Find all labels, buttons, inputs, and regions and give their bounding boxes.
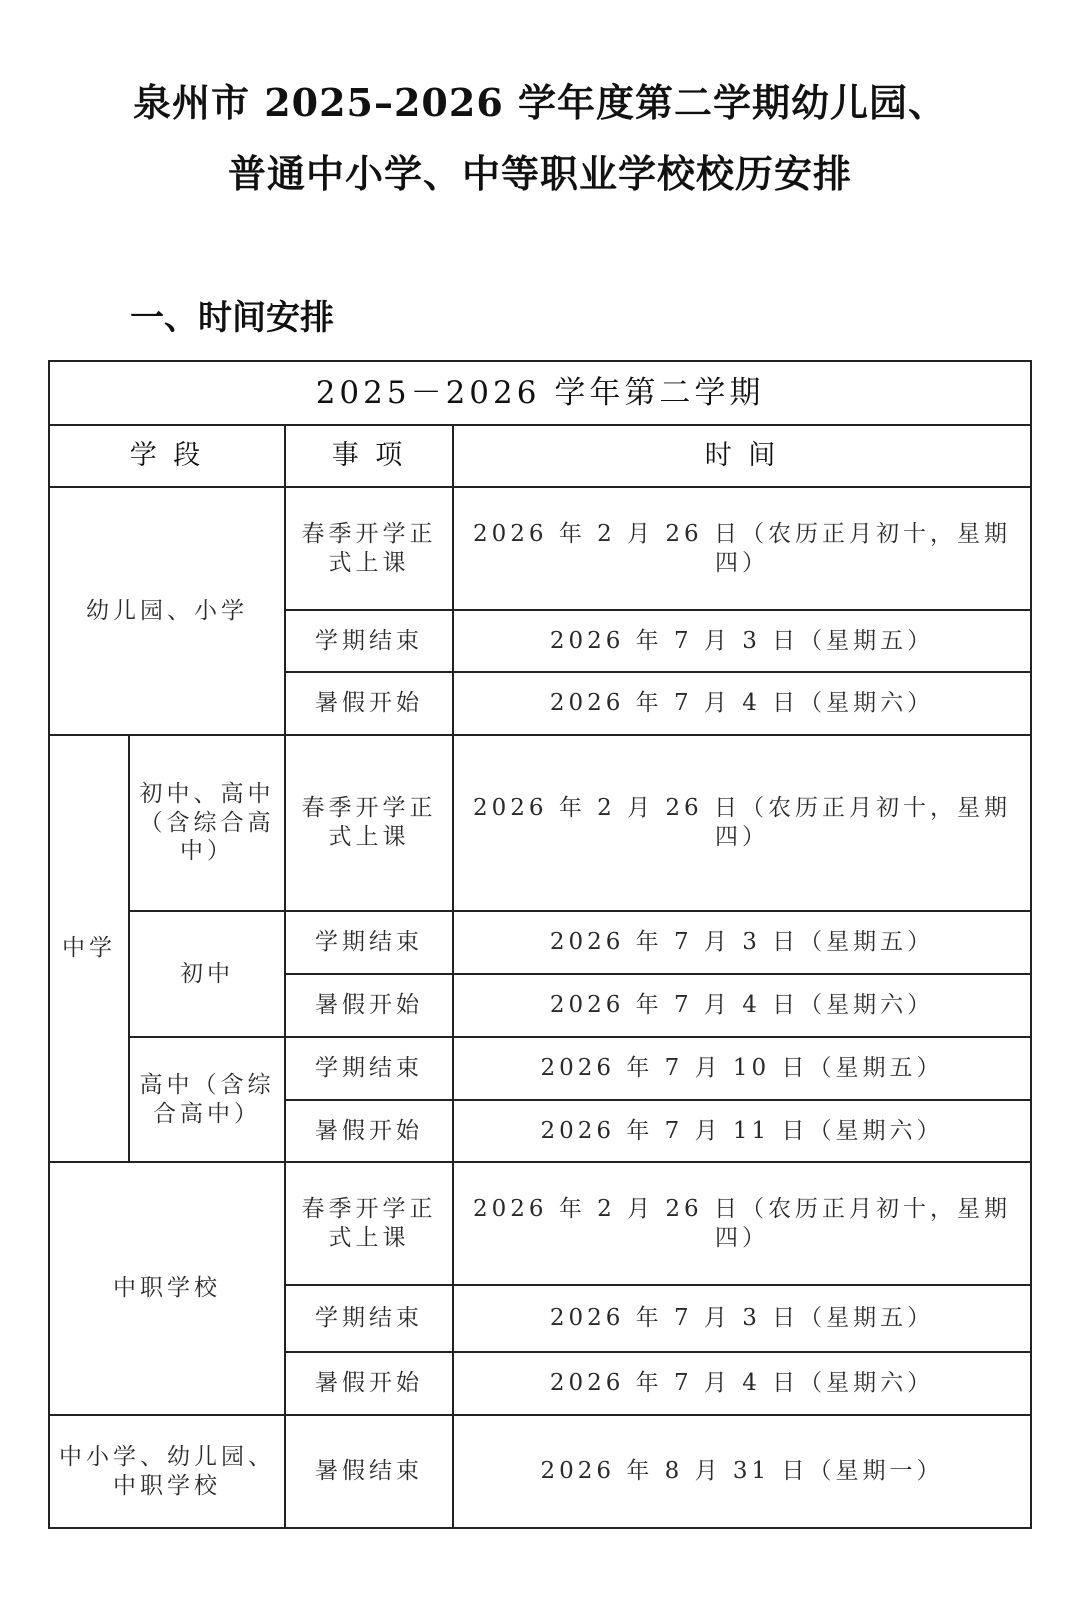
item-cell: 春季开学正式上课 — [285, 735, 453, 911]
time-cell: 2026 年 7 月 4 日（星期六） — [453, 974, 1031, 1037]
item-cell: 学期结束 — [285, 911, 453, 974]
time-cell: 2026 年 7 月 3 日（星期五） — [453, 1285, 1031, 1352]
time-cell: 2026 年 2 月 26 日（农历正月初十，星期四） — [453, 1162, 1031, 1285]
time-cell: 2026 年 8 月 31 日（星期一） — [453, 1415, 1031, 1528]
column-header-row — [49, 425, 1031, 487]
table-row — [49, 1162, 1031, 1285]
table-row — [49, 911, 1031, 974]
time-cell: 2026 年 7 月 3 日（星期五） — [453, 911, 1031, 974]
school-calendar-table — [48, 360, 1032, 1529]
item-cell: 学期结束 — [285, 610, 453, 672]
table-row — [49, 735, 1031, 911]
item-cell: 暑假开始 — [285, 1100, 453, 1162]
item-cell: 学期结束 — [285, 1037, 453, 1100]
document-title-line-2: 普通中小学、中等职业学校校历安排 — [227, 151, 852, 196]
time-cell: 2026 年 7 月 11 日（星期六） — [453, 1100, 1031, 1162]
substage-cell: 高中（含综合高中） — [129, 1037, 285, 1162]
table-header-row — [49, 361, 1031, 425]
table-row — [49, 487, 1031, 610]
time-cell: 2026 年 7 月 4 日（星期六） — [453, 672, 1031, 735]
stage-cell-kindergarten-primary: 幼儿园、小学 — [49, 487, 285, 735]
time-cell: 2026 年 7 月 3 日（星期五） — [453, 610, 1031, 672]
item-cell: 春季开学正式上课 — [285, 1162, 453, 1285]
column-header-item: 事 项 — [285, 425, 453, 487]
section-heading: 一、时间安排 — [130, 298, 334, 338]
time-cell: 2026 年 7 月 10 日（星期五） — [453, 1037, 1031, 1100]
time-cell: 2026 年 2 月 26 日（农历正月初十，星期四） — [453, 735, 1031, 911]
item-cell: 暑假开始 — [285, 974, 453, 1037]
table-row — [49, 1037, 1031, 1100]
table-header: 2025－2026 学年第二学期 — [49, 361, 1031, 425]
item-cell: 暑假开始 — [285, 1352, 453, 1415]
time-cell: 2026 年 7 月 4 日（星期六） — [453, 1352, 1031, 1415]
item-cell: 学期结束 — [285, 1285, 453, 1352]
substage-cell: 初中、高中（含综合高中） — [129, 735, 285, 911]
stage-cell-vocational: 中职学校 — [49, 1162, 285, 1415]
item-cell: 春季开学正式上课 — [285, 487, 453, 610]
time-cell: 2026 年 2 月 26 日（农历正月初十，星期四） — [453, 487, 1031, 610]
stage-cell-middle-school: 中学 — [49, 735, 129, 1162]
table-row — [49, 1415, 1031, 1528]
document-title-line-1: 泉州市 2025–2026 学年度第二学期幼儿园、 — [133, 80, 947, 125]
item-cell: 暑假开始 — [285, 672, 453, 735]
column-header-time: 时 间 — [453, 425, 1031, 487]
item-cell: 暑假结束 — [285, 1415, 453, 1528]
stage-cell-all: 中小学、幼儿园、中职学校 — [49, 1415, 285, 1528]
substage-cell: 初中 — [129, 911, 285, 1037]
column-header-stage: 学 段 — [49, 425, 285, 487]
